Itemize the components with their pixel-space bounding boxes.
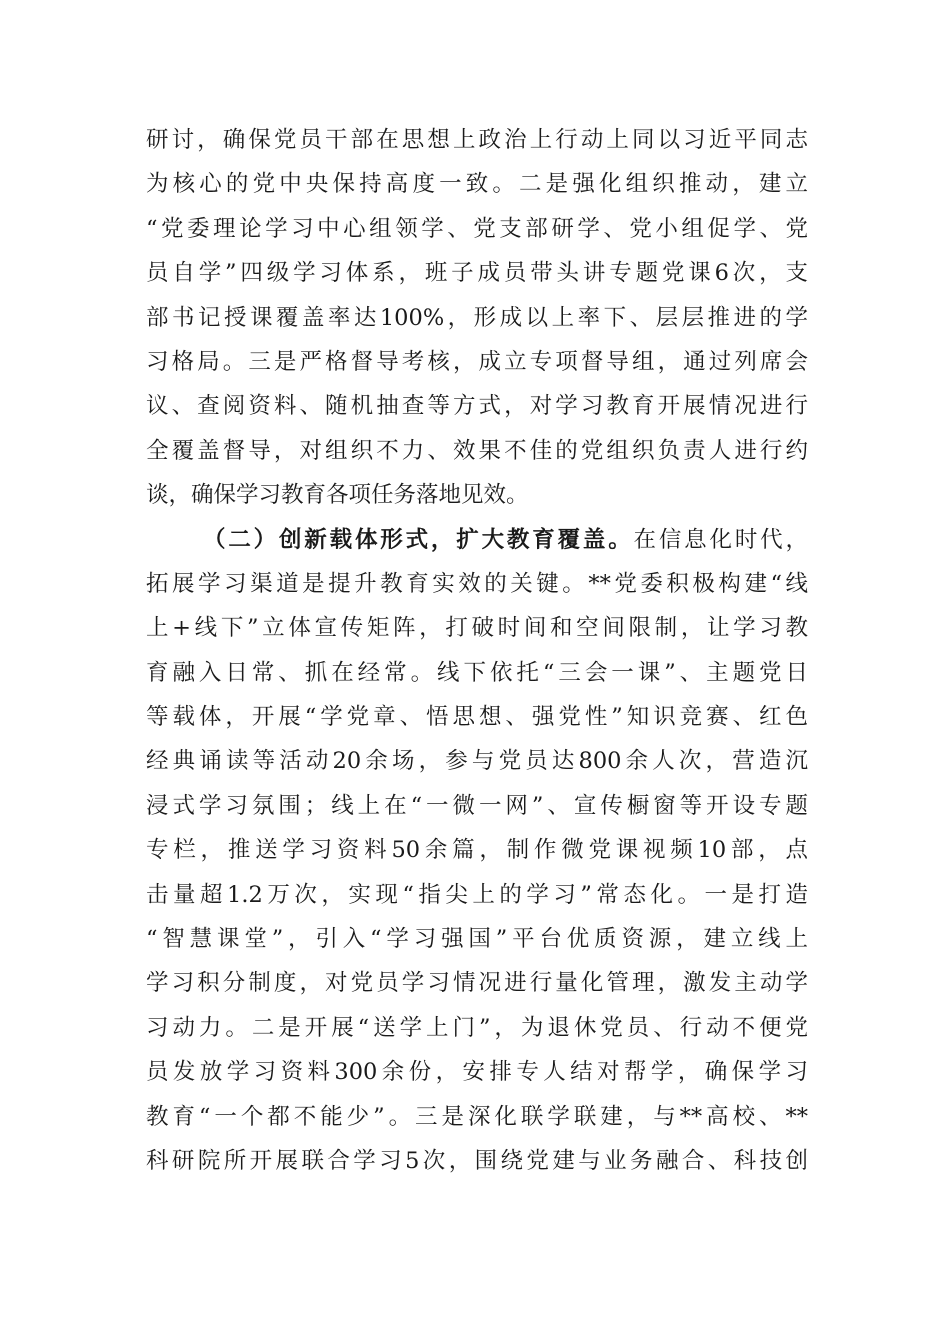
text-line: 科研院所开展联合学习5次，围绕党建与业务融合、科技创 (146, 1147, 808, 1174)
text-line: 为核心的党中央保持高度一致。二是强化组织推动，建立 (146, 171, 808, 198)
text-line: “党委理论学习中心组领学、党支部研学、党小组促学、党 (146, 215, 808, 242)
text-line: 部书记授课覆盖率达100%，形成以上率下、层层推进的学 (146, 304, 808, 331)
text-line: 习格局。三是严格督导考核，成立专项督导组，通过列席会 (146, 348, 808, 375)
text-line: 等载体，开展“学党章、悟思想、强党性”知识竞赛、红色 (146, 704, 808, 731)
paragraph-2 (146, 518, 808, 1184)
paragraph-heading-line (146, 518, 808, 562)
text-line: 员自学”四级学习体系，班子成员带头讲专题党课6次，支 (146, 260, 808, 287)
paragraph-1 (146, 118, 808, 518)
text-line: 专栏，推送学习资料50余篇，制作微党课视频10部，点 (146, 837, 808, 864)
text-line: 学习积分制度，对党员学习情况进行量化管理，激发主动学 (146, 970, 808, 997)
text-line: 育融入日常、抓在经常。线下依托“三会一课”、主题党日 (146, 659, 808, 686)
text-line: 习动力。二是开展“送学上门”，为退休党员、行动不便党 (146, 1014, 808, 1041)
text-line: 员发放学习资料300余份，安排专人结对帮学，确保学习 (146, 1059, 808, 1086)
text-line: 教育“一个都不能少”。三是深化联学联建，与**高校、** (146, 1103, 808, 1130)
text-line: 议、查阅资料、随机抽查等方式，对学习教育开展情况进行 (146, 393, 808, 420)
text-line: 上+线下”立体宣传矩阵，打破时间和空间限制，让学习教 (146, 615, 808, 642)
text-line: 浸式学习氛围；线上在“一微一网”、宣传橱窗等开设专题 (146, 792, 808, 819)
text-line: 全覆盖督导，对组织不力、效果不佳的党组织负责人进行约 (146, 437, 808, 464)
text-line: “智慧课堂”，引入“学习强国”平台优质资源，建立线上 (146, 926, 808, 953)
section-heading: （二）创新载体形式，扩大教育覆盖。 (203, 526, 634, 553)
text-line: 研讨，确保党员干部在思想上政治上行动上同以习近平同志 (146, 127, 808, 153)
document-body (146, 118, 808, 1183)
text-line: 击量超1.2万次，实现“指尖上的学习”常态化。一是打造 (146, 881, 808, 908)
text-line: 谈，确保学习教育各项任务落地见效。 (146, 482, 529, 509)
text-line: 经典诵读等活动20余场，参与党员达800余人次，营造沉 (146, 748, 808, 775)
heading-line-rest: 在信息化时代， (633, 526, 808, 553)
text-line: 拓展学习渠道是提升教育实效的关键。**党委积极构建“线 (146, 570, 808, 597)
